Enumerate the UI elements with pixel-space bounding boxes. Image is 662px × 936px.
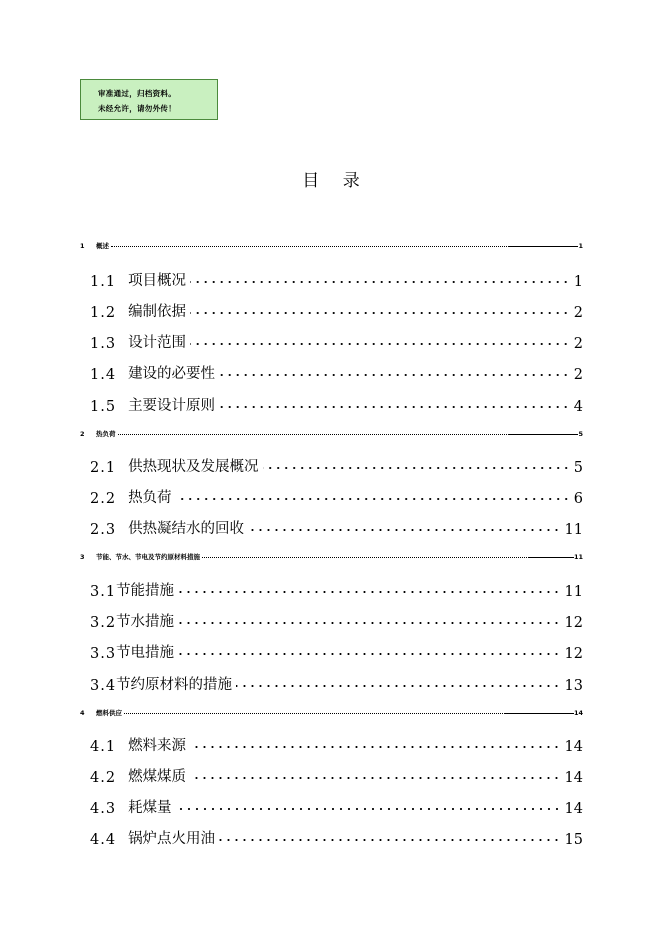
toc-leader [190, 279, 570, 285]
toc-leader [219, 837, 560, 843]
toc-leader [178, 620, 560, 626]
toc-leader [219, 404, 570, 410]
toc-entry-3-2[interactable] [90, 609, 583, 631]
toc-entry-3-3[interactable] [90, 640, 583, 662]
toc-page: 1 [578, 242, 583, 250]
toc-page: 11 [564, 522, 583, 538]
toc-number: 3.3 [90, 646, 117, 662]
toc-rule [508, 434, 578, 435]
toc-number: 2.1 [90, 460, 117, 476]
toc-label: 节水措施 [116, 614, 175, 630]
toc-entry-4-2[interactable] [90, 764, 583, 786]
toc-number: 2 [80, 430, 85, 438]
toc-number: 2.2 [90, 491, 117, 507]
toc-section-3[interactable] [80, 547, 583, 561]
toc-page: 14 [564, 801, 583, 817]
toc-entry-4-4[interactable] [90, 826, 583, 848]
toc-number: 3 [80, 553, 85, 561]
toc-leader [176, 496, 570, 502]
approval-stamp [80, 79, 218, 120]
toc-number: 1 [80, 242, 85, 250]
toc-number: 4.2 [90, 770, 117, 786]
toc-label: 编制依据 [128, 304, 187, 320]
toc-label: 供热凝结水的回收 [128, 521, 245, 537]
toc-number: 3.1 [90, 584, 117, 600]
toc-label: 燃煤煤质 [128, 769, 187, 785]
toc-label: 节电措施 [116, 645, 175, 661]
toc-page: 13 [564, 678, 583, 694]
toc-number: 3.2 [90, 615, 117, 631]
toc-leader [190, 341, 570, 347]
toc-entry-1-3[interactable] [90, 330, 583, 352]
toc-leader [111, 246, 507, 247]
toc-label: 节能措施 [116, 583, 175, 599]
toc-label: 供热现状及发展概况 [128, 459, 259, 475]
toc-label: 热负荷 [96, 430, 116, 438]
toc-page: 12 [564, 615, 583, 631]
toc-number: 1.4 [90, 367, 117, 383]
toc-entry-3-4[interactable] [90, 672, 583, 694]
toc-page: 2 [573, 367, 583, 383]
toc-page: 14 [564, 739, 583, 755]
toc-label: 主要设计原则 [128, 398, 216, 414]
toc-section-2[interactable] [80, 424, 583, 438]
toc-label: 节约原材料的措施 [116, 677, 233, 693]
toc-entry-4-1[interactable] [90, 733, 583, 755]
toc-label: 建设的必要性 [128, 366, 216, 382]
stamp-line-1: 审准通过，归档资料。 [98, 89, 176, 98]
stamp-line-2: 未经允许，请勿外传！ [98, 104, 176, 113]
toc-entry-2-1[interactable] [90, 454, 583, 476]
toc-number: 1.5 [90, 399, 117, 415]
toc-page: 5 [573, 460, 583, 476]
toc-number: 4.3 [90, 801, 117, 817]
toc-entry-3-1[interactable] [90, 578, 583, 600]
toc-rule [528, 557, 574, 558]
toc-rule [504, 713, 574, 714]
toc-leader [178, 589, 560, 595]
toc-section-1[interactable] [80, 236, 583, 250]
toc-leader [190, 775, 560, 781]
toc-leader [190, 744, 560, 750]
toc-page: 11 [573, 553, 583, 561]
page-title: 目 录 [302, 171, 369, 191]
toc-page: 6 [573, 491, 583, 507]
toc-label: 设计范围 [128, 335, 187, 351]
toc-page: 14 [564, 770, 583, 786]
toc-entry-2-3[interactable] [90, 516, 583, 538]
toc-label: 项目概况 [128, 273, 187, 289]
toc-leader [236, 683, 560, 689]
toc-page: 12 [564, 646, 583, 662]
toc-leader [118, 434, 508, 435]
toc-label: 节能、节水、节电及节约原材料措施 [96, 553, 200, 561]
toc-entry-2-2[interactable] [90, 485, 583, 507]
toc-number: 3.4 [90, 678, 117, 694]
toc-label: 概述 [96, 242, 109, 250]
toc-leader [219, 372, 570, 378]
toc-page: 2 [573, 305, 583, 321]
toc-leader [263, 465, 570, 471]
toc-section-4[interactable] [80, 703, 583, 717]
toc-label: 耗煤量 [128, 800, 172, 816]
toc-label: 燃料来源 [128, 738, 187, 754]
toc-leader [178, 651, 560, 657]
toc-leader [202, 557, 527, 558]
toc-number: 1.2 [90, 305, 117, 321]
toc-page: 5 [578, 430, 583, 438]
toc-leader [124, 713, 503, 714]
toc-entry-1-5[interactable] [90, 393, 583, 415]
toc-number: 1.1 [90, 274, 117, 290]
toc-number: 4.1 [90, 739, 117, 755]
toc-leader [248, 527, 560, 533]
toc-rule [508, 246, 578, 247]
toc-page: 1 [573, 274, 583, 290]
toc-leader [176, 806, 561, 812]
toc-page: 11 [564, 584, 583, 600]
toc-number: 2.3 [90, 522, 117, 538]
toc-label: 锅炉点火用油 [128, 831, 216, 847]
toc-page: 15 [564, 832, 583, 848]
toc-number: 4.4 [90, 832, 117, 848]
toc-page: 14 [573, 709, 583, 717]
toc-entry-4-3[interactable] [90, 795, 583, 817]
toc-leader [190, 310, 570, 316]
toc-entry-1-2[interactable] [90, 299, 583, 321]
toc-number: 1.3 [90, 336, 117, 352]
toc-entry-1-4[interactable] [90, 361, 583, 383]
toc-page: 4 [573, 399, 583, 415]
toc-label: 燃料供应 [96, 709, 122, 717]
toc-entry-1-1[interactable] [90, 268, 583, 290]
toc-number: 4 [80, 709, 85, 717]
toc-label: 热负荷 [128, 490, 172, 506]
toc-page: 2 [573, 336, 583, 352]
